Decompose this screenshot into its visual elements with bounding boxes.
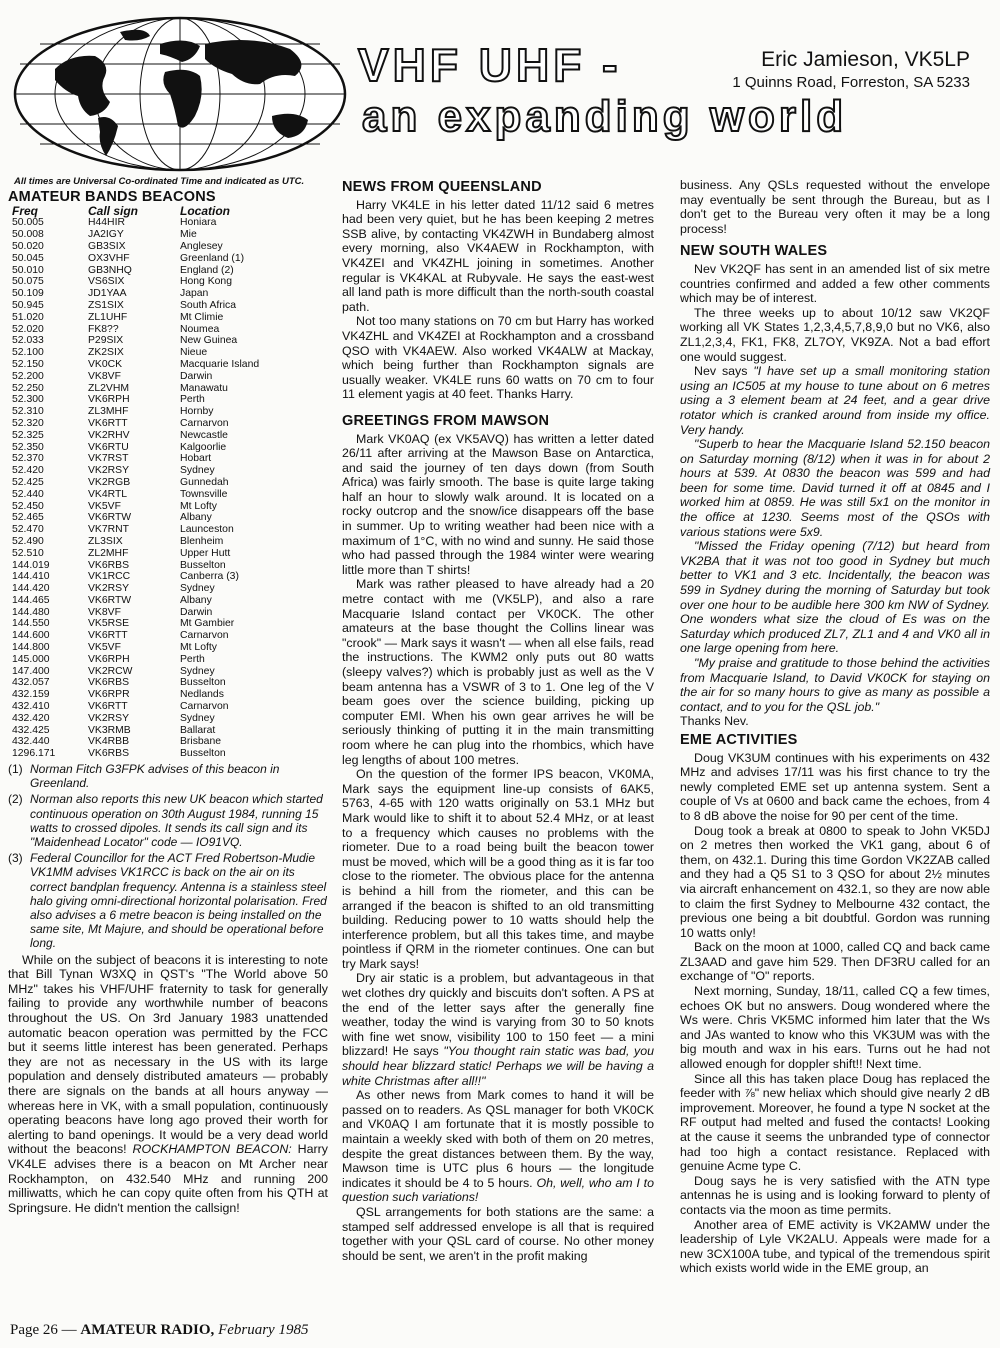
footnote-text: Federal Councillor for the ACT Fred Robertson-Mudie VK1MM advises VK1RCC is back on the air on its correct bandplan frequency. Antenna is a stainless steel halo giving omni-directional horizontal polarisation. Fred also advises a 6 metre beacon is being installed on the same site, Mt Majure, and should be operational before long. [30,851,327,951]
mawson-para: Mark was rather pleased to have already had a 20 metre contact with me (VK5LP), and also a rare Macquarie Island contact per VK0CK. The other amateurs at the base thought the Collins linear was "crook" — Mark says it wasn't — when all else fails, read the instructions. The KWM2 only puts out 80 watts (sleepy valves?) which is probably just as well as the V beam antenna has a VSWR of 3 to 1. One leg of the V beam goes over the science building, picking up computer EMI. When his own gear arrives he will be seriously thinking of putting it in the main transmitting room where he can plug into the rhombics, which have leg lengths of about 100 metres. [342,577,654,767]
beacon-location: Kalgoorlie [180,441,227,453]
footnote-text: Norman Fitch G3FPK advises of this beacon in Greenland. [30,762,280,791]
beacon-freq: 52.370 [12,453,44,465]
beacons-table-header [12,206,312,218]
beacon-call-sign: VK6RTT [88,417,128,429]
rockhampton-text: Harry VK4LE advises there is a beacon on Mt Archer near Rockhampton, on 432.540 MHz and running 200 milliwatts, which he can copy quite often from his QTH at Springsure. He didn't mention the callsign! [8,1142,328,1215]
mawson-para-text: As other news from Mark comes to hand it will be passed on to readers. As QSL manager for both VK0CK and VK0AQ I am fortunate that it is mostly possible to maintain a weekly sked with both of them on 20 metres, despite the great distances between them. By the way, Mawson time is UTC plus 6 hours — the longitude indicates it should be 4 to 5 hours. [342,1088,654,1190]
beacon-freq: 52.100 [12,347,44,359]
beacon-freq: 52.350 [12,441,44,453]
beacon-call-sign: P29SIX [88,335,124,347]
beacon-row [12,276,312,288]
beacon-row [12,689,312,701]
beacon-row [12,677,312,689]
beacon-row [12,666,312,678]
beacon-freq: 52.033 [12,335,44,347]
beacon-freq: 50.945 [12,299,44,311]
beacon-freq: 52.510 [12,547,44,559]
beacon-location: Sydney [180,712,215,724]
beacon-freq: 432.425 [12,724,50,736]
column-header-call-sign: Call sign [88,203,139,218]
beacon-row [12,359,312,371]
beacon-freq: 52.325 [12,429,44,441]
beacon-row [12,265,312,277]
beacon-location: Mt Gambier [180,618,235,630]
publication-name: AMATEUR RADIO, [80,1322,215,1338]
mawson-para: On the question of the former IPS beacon, VK0MA, Mark says the equipment line-up consists of 6AK5, 5763, 4-65 with 120 watts originally on 53.1 MHz but Mark would like to shift it to about 52.4 MHz, or at least to a frequency which causes no problems with the riometer. Due to a road being built the beacon tower must be moved, which will be a good thing as it is far too close to the riometer. The obvious place for the antenna is behind a hill from the riometer, and this can be arranged if the beacon is shifted to an old transmitting building. Reducing power to 10 watts should help the interference problem, but all this takes time, and maybe pointless if QRM in the riometer continues. One can but try Mark says! [342,767,654,971]
beacon-freq: 50.045 [12,252,44,264]
beacon-row [12,618,312,630]
beacon-call-sign: ZL1UHF [88,311,128,323]
beacon-call-sign: VK7RST [88,453,129,465]
beacon-location: Townsville [180,488,228,500]
nev-quote: "Superb to hear the Macquarie Island 52.150 beacon on Saturday morning (8/12) when it was in for about 2 hours at 539. At 0830 the beacon was 599 and had been for some time. David turned it off at 0845 and I worked him at 0859. He was still 5x1 on the monitor in the office at 1230. Seems most of the QSOs with various stations were 5x9. [680,437,990,539]
beacon-location: England (2) [180,264,234,276]
beacon-row [12,630,312,642]
beacon-location: Sydney [180,583,215,595]
beacon-row [12,501,312,513]
footnote-number: (3) [8,851,23,866]
mawson-para-text: Dry air static is a problem, but advantageous in that wet clothes dry quickly and biscuits don't soften. A PS at the end of the letter says after the generally fine weather, today the wind is varying from 30 to 50 knots with fine wet snow, visibility 100 to 150 feet — a mini blizzard! He says [342,971,654,1059]
queensland-para: Harry VK4LE in his letter dated 11/12 said 6 metres had been very quiet, but he has been keeping 2 metres SSB alive, by contacting VK4ZWH in Bundaberg almost every morning, also VK4AEW in Rockhampton, with VK4ZEI and VK4ZHL joining in sometimes. Another regular is VK4KAL at Rubyvale. He says the east-west all land path is more difficult than the north-south coastal path. [342,197,654,314]
beacon-freq: 52.425 [12,476,44,488]
beacon-call-sign: VK4RBB [88,736,130,748]
nsw-para [680,364,990,437]
nsw-heading: NEW SOUTH WALES [680,243,828,260]
beacon-row [12,524,312,536]
beacon-freq: 144.465 [12,594,50,606]
queensland-heading: NEWS FROM QUEENSLAND [342,179,542,195]
beacon-row [12,465,312,477]
beacon-freq: 432.440 [12,736,50,748]
beacon-call-sign: VK2RCW [88,665,133,677]
beacon-location: Blenheim [180,535,224,547]
beacon-call-sign: ZS1SIX [88,299,124,311]
beacon-location: Busselton [180,748,226,760]
beacon-call-sign: VK7RNT [88,524,129,536]
beacon-location: Sydney [180,665,215,677]
beacon-freq: 144.600 [12,630,50,642]
beacon-call-sign: ZL2VHM [88,382,129,394]
beacon-freq: 144.420 [12,583,50,595]
beacon-row [12,241,312,253]
beacon-location: Manawatu [180,382,228,394]
nev-says: Nev says [694,364,748,379]
nev-quote: "I have set up a small monitoring station using an IC505 at my house to tune about on 6 metres using a 3 element beam at 24 feet, and a gear drive rotator which is cranked around from inside my office. Very handy. [680,364,990,437]
beacon-location: Hong Kong [180,276,232,288]
beacon-row [12,324,312,336]
beacon-row [12,418,312,430]
beacon-location: Anglesey [180,240,223,252]
eme-para: Doug took a break at 0800 to speak to John VK5DJ on 2 metres then worked the VK1 gang, about 6 of them, on 432.1. During this time Gordon VK2ZAB called and they had a Q5 S1 to 3 QSO for about 2½ minutes via aircraft enhancement on 432.1, so they are now able to claim the first Sydney to Melbourne 432 contact, the previous one being a bit doubtful. Gordon was running 10 watts only! [680,823,990,940]
column-beacons [8,176,328,1215]
beacon-call-sign: VK6RPR [88,689,130,701]
beacon-call-sign: VK2RGB [88,476,131,488]
beacon-location: Nieue [180,347,208,359]
beacon-call-sign: OX3VHF [88,252,130,264]
footnote [8,851,328,950]
beacon-call-sign: VK2RHV [88,429,130,441]
beacon-location: Gunnedah [180,476,229,488]
beacon-footnotes [8,762,328,951]
beacon-row [12,607,312,619]
beacon-row [12,725,312,737]
title-line-2: an expanding world [362,92,848,141]
beacon-call-sign: VK5VF [88,642,121,654]
beacon-row [12,347,312,359]
beacon-row [12,571,312,583]
beacon-freq: 52.450 [12,500,44,512]
beacon-freq: 1296.171 [12,748,56,760]
mawson-para [342,1088,654,1205]
mawson-para: QSL arrangements for both stations are the same: a stamped self addressed envelope is all that is required together with your QSL card of course. No other money should be sent, we aren't in the profit making [342,1204,654,1263]
beacon-freq: 432.057 [12,677,50,689]
beacon-call-sign: ZL3MHF [88,406,129,418]
beacon-location: Mt Lofty [180,500,217,512]
beacon-call-sign: JA2IGY [88,229,124,241]
beacon-call-sign: FK8?? [88,323,119,335]
beacon-freq: 50.008 [12,229,44,241]
beacon-location: Busselton [180,559,226,571]
page-number: Page 26 — [10,1322,77,1338]
beacon-call-sign: VK6RBS [88,748,130,760]
beacon-location: Launceston [180,524,234,536]
beacon-location: Darwin [180,606,213,618]
footnote-number: (2) [8,792,23,807]
beacon-location: Honiara [180,217,217,229]
queensland-para: Not too many stations on 70 cm but Harry has worked VK4ZHL and VK4ZEI at Rockhampton and a crossband QSO with VK4AEW. Also worked VK4ALW at Mackay, which being further than Rockhampton signals are usually weaker. VK4LE runs 60 watts on 70 cm to four 11 element yagis at 40 feet. Thanks Harry. [342,314,654,402]
eme-para: Back on the moon at 1000, called CQ and back came ZL3AAD and gave him 529. Then DF3RU called for an exchange of "O" reports. [680,940,990,984]
beacon-freq: 144.480 [12,606,50,618]
beacon-call-sign: VK6RPH [88,653,130,665]
column-nsw-eme [680,178,990,1276]
mawson-aside: Oh, well, who am I to question such variations! [342,1175,654,1205]
beacon-row [12,371,312,383]
beacon-call-sign: VK0CK [88,358,123,370]
title-line-1: VHF UHF - [358,39,622,91]
eme-heading: EME ACTIVITIES [680,731,798,748]
mawson-para: Mark VK0AQ (ex VK5AVQ) has written a letter dated 26/11 after arriving at the Mawson Base on Antarctica, and said the journey of ten days down (from South Africa) was fairly smooth. The base is quite large taking half an hour to slowly walk around. It is located on a rocky outcrop and the snow/ice disappears off the base in summer. Up to writing weather had been nice with a maximum of 1°C, with no wind and sunny. He said those who had passed through the 1984 winter were wearing little more than T shirts! [342,431,654,577]
beacon-freq: 52.300 [12,394,44,406]
beacon-location: Ballarat [180,724,216,736]
beacon-call-sign: VK5VF [88,500,121,512]
beacon-call-sign: VK6RTW [88,594,132,606]
beacon-row [12,477,312,489]
footnote-text: Norman also reports this new UK beacon which started continuous operation on 30th August 1984, running 15 watts to crossed dipoles. It sends its call sign and its "Maidenhead Locator" code — IO91VQ. [30,792,323,850]
nev-quote: "My praise and gratitude to those behind the activities from Macquarie Island, to David VK0CK for staying on the air for so many hours to give as many as possible a contact, and to you for the QSL job." [680,656,990,714]
beacon-freq: 52.490 [12,535,44,547]
beacon-row [12,489,312,501]
beacon-freq: 52.440 [12,488,44,500]
beacon-call-sign: GB3SIX [88,240,126,252]
beacon-location: Carnarvon [180,630,229,642]
beacon-call-sign: H44HIR [88,217,125,229]
beacon-location: Perth [180,653,205,665]
beacon-location: Darwin [180,370,213,382]
beacon-freq: 52.465 [12,512,44,524]
author-address: 1 Quinns Road, Forreston, SA 5233 [732,74,970,91]
beacon-location: Brisbane [180,736,222,748]
beacons-heading: AMATEUR BANDS BEACONS [8,189,216,205]
beacon-freq: 144.410 [12,571,50,583]
beacon-freq: 432.420 [12,712,50,724]
beacon-call-sign: VK4RTL [88,488,128,500]
mawson-quote: "You thought rain static was bad, you should hear blizzard static! Perhaps we will be having a white Christmas after all!!" [342,1044,654,1088]
beacon-row [12,253,312,265]
beacon-freq: 50.109 [12,288,44,300]
beacon-row [12,583,312,595]
beacon-location: Japan [180,288,209,300]
beacon-location: Greenland (1) [180,252,245,264]
column-header-freq: Freq [12,203,39,218]
beacon-row [12,229,312,241]
beacon-freq: 52.310 [12,406,44,418]
thanks-nev: Thanks Nev. [680,714,749,729]
beacon-freq: 50.075 [12,276,44,288]
beacon-freq: 50.020 [12,240,44,252]
beacon-row [12,642,312,654]
column-news [342,178,654,1263]
beacon-freq: 147.400 [12,665,50,677]
beacon-location: Hornby [180,406,214,418]
beacon-freq: 145.000 [12,653,50,665]
beacon-location: South Africa [180,299,237,311]
beacon-row [12,736,312,748]
nsw-para: Nev VK2QF has sent in an amended list of six metre countries confirmed and added a few other comments which may be of interest. [680,261,990,306]
beacon-call-sign: VS6SIX [88,276,125,288]
beacon-row [12,288,312,300]
beacon-call-sign: VK6RPH [88,394,130,406]
beacon-freq: 51.020 [12,311,44,323]
beacon-location: Macquarie Island [180,358,260,370]
globe-logo [10,14,350,174]
beacon-location: Mie [180,229,197,241]
beacon-call-sign: VK6RTT [88,701,128,713]
beacon-row [12,442,312,454]
beacon-call-sign: JD1YAA [88,288,127,300]
beacon-freq: 50.010 [12,264,44,276]
beacon-location: Mt Lofty [180,642,217,654]
beacon-call-sign: ZK2SIX [88,347,124,359]
footnote [8,762,328,790]
beacon-location: Noumea [180,323,220,335]
beacon-freq: 50.005 [12,217,44,229]
beacons-body-text: While on the subject of beacons it is interesting to note that Bill Tynan W3XQ in QST's "The World above 50 MHz" takes his VHF/UHF fraternity to task for generally failing to provide any worthwhile number of beacons throughout the US. On 3rd January 1983 unattended automatic beacon operation was permitted by the FCC but it seems little interest has been generated. Perhaps they are not as necessary in the US with its large population and densely distributed amateurs — probably there are signals on the bands at all hours anyway — whereas here in VK, with a small population, continuously operating beacons have long ago proved their worth for alerting to band openings. It would be a very dead world without the beacons! [8,952,328,1157]
beacon-row [12,748,312,760]
beacon-call-sign: VK6RTW [88,512,132,524]
mawson-heading: GREETINGS FROM MAWSON [342,412,550,429]
beacon-location: Newcastle [180,429,228,441]
beacon-location: Carnarvon [180,701,229,713]
beacon-freq: 144.550 [12,618,50,630]
beacon-freq: 432.159 [12,689,50,701]
beacon-row [12,512,312,524]
beacons-table [12,203,312,760]
beacon-location: Albany [180,512,212,524]
beacon-call-sign: VK5RSE [88,618,130,630]
beacon-call-sign: VK1RCC [88,571,131,583]
beacon-freq: 52.020 [12,323,44,335]
beacon-location: Sydney [180,465,215,477]
beacon-location: New Guinea [180,335,238,347]
beacon-location: Hobart [180,453,212,465]
eme-para: Doug says he is very satisfied with the ATN type antennas he is using and is looking forward to plenty of contacts via the moon as time permits. [680,1173,990,1217]
beacon-row [12,713,312,725]
beacon-row [12,430,312,442]
beacon-location: Upper Hutt [180,547,231,559]
eme-para: Since all this has taken place Doug has replaced the feeder with ⅞" new heliax which should give nearly 2 dB improvement. Moreover, he found a type N socket at the RF output had melted and fused the contacts! Looking at the cause it seems the unbranded type of connector had too high a contact resistance. Replaced with genuine Acme type C. [680,1071,990,1174]
nsw-para: The three weeks up to about 10/12 saw VK2QF working all VK States 1,2,3,4,5,7,8,9,0 but no VK6, also ZL1,2,3,4, FK1, FK8, ZL7OY, VK9ZA. Not a bad effort one would suggest. [680,305,990,364]
beacon-call-sign: VK8VF [88,370,121,382]
mawson-para [342,971,654,1088]
beacon-freq: 144.019 [12,559,50,571]
utc-note: All times are Universal Co-ordinated Time and indicated as UTC. [14,176,305,187]
page-footer [10,1322,308,1339]
beacon-row [12,300,312,312]
footnote-number: (1) [8,762,23,777]
eme-para: Doug VK3UM continues with his experiments on 432 MHz and advises 17/11 was his first chance to try the newly completed EME set up antenna system. Sent a couple of Vs at 0600 and back came the echoes, from 4 to 8 dB above the noise for 90 per cent of the time. [680,750,990,823]
beacon-location: Canberra (3) [180,571,239,583]
beacon-call-sign: GB3NHQ [88,264,132,276]
beacon-location: Mt Climie [180,311,224,323]
beacon-location: Nedlands [180,689,224,701]
beacon-row [12,560,312,572]
author: Eric Jamieson, VK5LP [761,48,970,71]
beacon-row [12,548,312,560]
beacon-location: Carnarvon [180,417,229,429]
beacon-call-sign: VK3RMB [88,724,131,736]
beacon-call-sign: VK6RTT [88,630,128,642]
beacon-freq: 52.420 [12,465,44,477]
beacon-call-sign: VK8VF [88,606,121,618]
beacon-row [12,701,312,713]
beacon-call-sign: VK6RBS [88,559,130,571]
eme-para: Next morning, Sunday, 18/11, called CQ a few times, echoes OK but no answers. Doug wondered where the Ws were. Chris VK5MC informed him later that the Ws and JAs wanted to know who this VK3UM was with the big mouth and wax in his ears. Turns out he had not allowed enough for doppler shift!! Next time. [680,984,990,1072]
issue-date: February 1985 [218,1322,309,1338]
beacon-freq: 52.200 [12,370,44,382]
beacon-freq: 52.250 [12,382,44,394]
beacon-call-sign: ZL2MHF [88,547,129,559]
beacon-row [12,536,312,548]
beacon-row [12,383,312,395]
beacon-call-sign: VK2RSY [88,465,130,477]
beacons-body [8,953,328,1216]
beacon-row [12,312,312,324]
beacon-row [12,217,312,229]
beacon-freq: 432.410 [12,701,50,713]
nev-quote: "Missed the Friday opening (7/12) but heard from VK2BA that it was not too good in Sydney but much better to VK1 and 3 etc. Incidentally, the beacon was 599 in Sydney during the morning of Saturday but took over one hour to be audible here 300 km NW of Sydney. One wonders what size the cloud of Es was on the Saturday which produced ZL7, ZL1 and 4 and VK0 all in one large opening from here. [680,539,990,656]
beacon-location: Busselton [180,677,226,689]
beacon-location: Albany [180,594,212,606]
footnote [8,792,328,849]
beacon-call-sign: VK2RSY [88,583,130,595]
rockhampton-label: ROCKHAMPTON BEACON: [132,1142,292,1157]
beacon-row [12,335,312,347]
qsl-continuation: business. Any QSLs requested without the envelope may eventually be sent through the Bureau, but as I don't get to the Bureau very often it may be a long process! [680,178,990,236]
beacon-freq: 52.320 [12,417,44,429]
beacon-freq: 144.800 [12,642,50,654]
beacon-freq: 52.470 [12,524,44,536]
eme-para: Another area of EME activity is VK2AMW under the leadership of Lyle VK2ALU. Appeals were made for a new 3CX100A tube, and typical of the tremendous spirit which exists world wide in the EME group, an [680,1217,990,1276]
beacon-location: Perth [180,394,205,406]
beacon-row [12,595,312,607]
beacon-row [12,453,312,465]
column-header-location: Location [180,203,230,218]
beacon-row [12,654,312,666]
beacon-call-sign: ZL3SIX [88,535,123,547]
beacon-row [12,406,312,418]
beacon-row [12,394,312,406]
beacon-call-sign: VK6RTU [88,441,129,453]
beacon-freq: 52.150 [12,358,44,370]
beacon-call-sign: VK2RSY [88,712,130,724]
beacon-call-sign: VK6RBS [88,677,130,689]
